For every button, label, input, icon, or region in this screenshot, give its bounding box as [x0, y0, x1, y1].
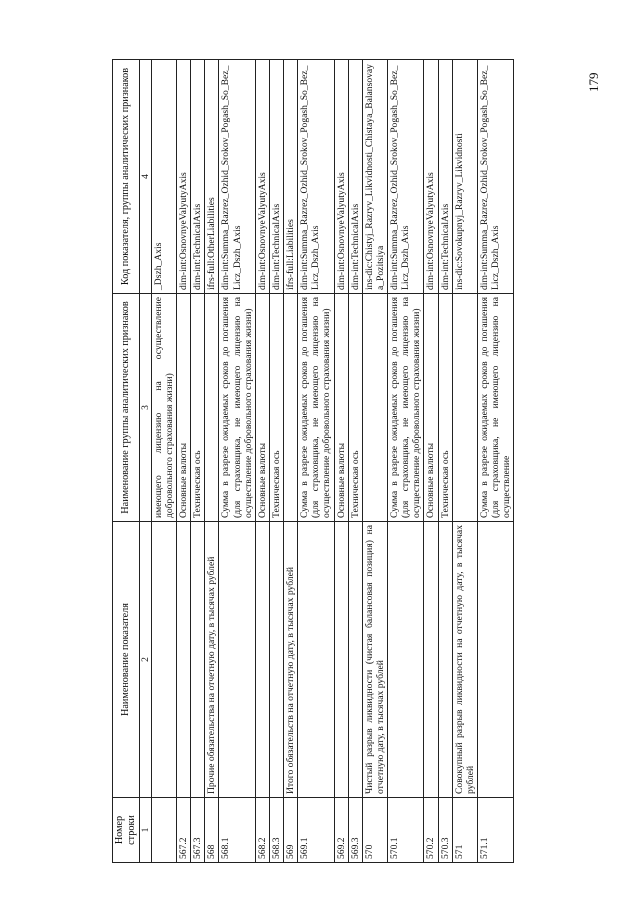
indicator-code: ins-dic:Chistyj_Razryv_Likvidnosti_Chistaya_Balansovaya_Pozitsiya [362, 60, 387, 294]
indicator-name [219, 522, 255, 798]
indicator-code: dim-int:OsnovnyeValyutyAxis [334, 60, 348, 294]
group-name: имеющего лицензию на осуществление добровольного страхования жизни) [151, 294, 176, 522]
indicator-code: dim-int:TechnicalAxis [438, 60, 452, 294]
row-number: 571.1 [477, 798, 513, 863]
row-number: 567.2 [177, 798, 191, 863]
indicator-name [424, 522, 438, 798]
group-name: Техническая ось [191, 294, 205, 522]
indicator-name: Прочие обязательства на отчетную дату, в тысячах рублей [205, 522, 219, 798]
table-row [334, 60, 348, 863]
table-row [284, 60, 298, 863]
table-row [205, 60, 219, 863]
group-name: Техническая ось [269, 294, 283, 522]
indicator-code: dim-int:TechnicalAxis [269, 60, 283, 294]
indicator-name [177, 522, 191, 798]
row-number: 569.2 [334, 798, 348, 863]
group-name: Основные валюты [177, 294, 191, 522]
group-name: Техническая ось [348, 294, 362, 522]
indicator-name [191, 522, 205, 798]
row-number [151, 798, 176, 863]
group-name: Основные валюты [255, 294, 269, 522]
row-number: 568.2 [255, 798, 269, 863]
indicator-name: Итого обязательств на отчетную дату, в тысячах рублей [284, 522, 298, 798]
indicator-name [298, 522, 334, 798]
indicator-name [151, 522, 176, 798]
indicator-code: dim-int:Summa_Razrez_Ozhid_Srokov_Pogash_So_Bez_Licz_Dszh_Axis [388, 60, 424, 294]
table-row [269, 60, 283, 863]
table-header-row [113, 60, 140, 863]
row-number: 568 [205, 798, 219, 863]
indicator-code: dim-int:OsnovnyeValyutyAxis [177, 60, 191, 294]
indicator-name [477, 522, 513, 798]
row-number: 570.3 [438, 798, 452, 863]
header-indicator-name: Наименование показателя [113, 522, 140, 798]
group-name [284, 294, 298, 522]
table-row [219, 60, 255, 863]
indicator-code: dim-int:Summa_Razrez_Ozhid_Srokov_Pogash_So_Bez_Licz_Dszh_Axis [477, 60, 513, 294]
header-indicator-code: Код показателя, группы аналитических признаков [113, 60, 140, 294]
table-row [255, 60, 269, 863]
table-row [362, 60, 387, 863]
row-number: 567.3 [191, 798, 205, 863]
indicator-name [348, 522, 362, 798]
page-number: 179 [586, 72, 601, 92]
indicator-code: ins-dic:Sovokupnyj_Razryv_Likvidnosti [452, 60, 477, 294]
indicator-table [112, 59, 514, 863]
header-group-name: Наименование группы аналитических признаков [113, 294, 140, 522]
table-body [151, 60, 514, 863]
indicator-code: dim-int:OsnovnyeValyutyAxis [255, 60, 269, 294]
row-number: 570.2 [424, 798, 438, 863]
row-number: 569.3 [348, 798, 362, 863]
indicator-name [269, 522, 283, 798]
column-number: 1 [139, 798, 151, 863]
row-number: 570 [362, 798, 387, 863]
indicator-code: dim-int:TechnicalAxis [348, 60, 362, 294]
indicator-name: Совокупный разрыв ликвидности на отчетную дату, в тысячах рублей [452, 522, 477, 798]
indicator-code: ifrs-full:Liabilities [284, 60, 298, 294]
indicator-code: dim-int:Summa_Razrez_Ozhid_Srokov_Pogash_So_Bez_Licz_Dszh_Axis [298, 60, 334, 294]
group-name [362, 294, 387, 522]
column-number-row [139, 60, 151, 863]
group-name: Основные валюты [424, 294, 438, 522]
column-number: 4 [139, 60, 151, 294]
group-name: Сумма в разрезе ожидаемых сроков до погашения (для страховщика, не имеющего лицензию на осуществление добровольного страхования жизни) [388, 294, 424, 522]
indicator-name [255, 522, 269, 798]
table-row [438, 60, 452, 863]
row-number: 568.3 [269, 798, 283, 863]
indicator-code: dim-int:Summa_Razrez_Ozhid_Srokov_Pogash_So_Bez_Licz_Dszh_Axis [219, 60, 255, 294]
table-row [191, 60, 205, 863]
header-row-number: Номер строки [113, 798, 140, 863]
group-name: Техническая ось [438, 294, 452, 522]
indicator-code: ifrs-full:OtherLiabilities [205, 60, 219, 294]
table-row [348, 60, 362, 863]
table-row [388, 60, 424, 863]
indicator-code: dim-int:OsnovnyeValyutyAxis [424, 60, 438, 294]
group-name: Сумма в разрезе ожидаемых сроков до погашения (для страховщика, не имеющего лицензию на осуществление добровольного страхования жизни) [219, 294, 255, 522]
row-number: 569 [284, 798, 298, 863]
table-row [452, 60, 477, 863]
row-number: 570.1 [388, 798, 424, 863]
indicator-name [334, 522, 348, 798]
group-name: Сумма в разрезе ожидаемых сроков до погашения (для страховщика, не имеющего лицензию на осуществление добровольного страхования жизни) [298, 294, 334, 522]
table-row [477, 60, 513, 863]
table-row [151, 60, 176, 863]
group-name: Сумма в разрезе ожидаемых сроков до погашения (для страховщика, не имеющего лицензию на осуществление [477, 294, 513, 522]
table-row [424, 60, 438, 863]
row-number: 569.1 [298, 798, 334, 863]
column-number: 3 [139, 294, 151, 522]
indicator-name: Чистый разрыв ликвидности (чистая балансовая позиция) на отчетную дату, в тысячах рублей [362, 522, 387, 798]
group-name [452, 294, 477, 522]
indicator-code: _Dszh_Axis [151, 60, 176, 294]
table-row [177, 60, 191, 863]
group-name: Основные валюты [334, 294, 348, 522]
group-name [205, 294, 219, 522]
row-number: 571 [452, 798, 477, 863]
indicator-code: dim-int:TechnicalAxis [191, 60, 205, 294]
table-row [298, 60, 334, 863]
row-number: 568.1 [219, 798, 255, 863]
indicator-name [438, 522, 452, 798]
rotated-table-container [112, 60, 578, 863]
column-number: 2 [139, 522, 151, 798]
indicator-name [388, 522, 424, 798]
